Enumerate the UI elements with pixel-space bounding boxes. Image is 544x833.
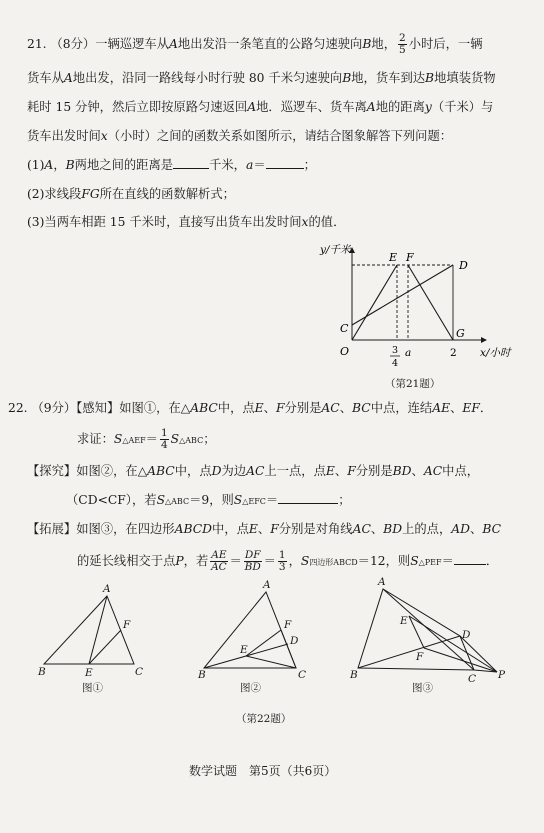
fig3-F: F	[416, 651, 424, 663]
x-axis-label: x/小时	[480, 347, 511, 359]
q22-prove: 求证：S△AEF＝ $\frac{1}{4}$ S△ABC；	[77, 427, 216, 451]
point-C: C	[340, 322, 349, 335]
q22-caption: （第22题）	[236, 713, 292, 725]
q21-line2: 货车从A地出发，沿同一路线每小时行驶 80 千米匀速驶向B地，货车到达B地填装货物	[27, 71, 496, 85]
q22-explore-cond: （CD<CF），若S△ABC＝9，则S△EFC＝ ；	[66, 493, 351, 507]
tick-a: a	[405, 347, 412, 359]
q22-line1: 22. （9分）【感知】如图①，在△ABC中，点E、F分别是AC、BC中点，连结AE、EF．	[8, 401, 493, 415]
fig2-E: E	[240, 644, 248, 656]
fraction-2-5: $\frac{2}{5}$	[399, 32, 406, 56]
fig3-B: B	[350, 669, 358, 681]
fig1-caption: 图①	[82, 682, 103, 694]
figure-1	[44, 596, 134, 664]
point-G: G	[456, 327, 465, 340]
tick-num: 3	[392, 345, 399, 356]
q22-expand1: 【拓展】如图③，在四边形ABCD中，点E、F分别是对角线AC、BD上的点，AD、BC	[27, 522, 502, 536]
fig1-B: B	[38, 666, 46, 678]
fig3-caption: 图③	[412, 682, 433, 694]
fig3-P: P	[498, 669, 506, 681]
q21-line4: 货车出发时间x（小时）之间的函数关系如图所示，请结合图象解答下列问题：	[27, 129, 453, 143]
point-O: O	[340, 345, 350, 358]
q21-line1: 21. （8分）一辆巡逻车从A地出发沿一条笔直的公路匀速驶向B地， $\frac{2}{5}$ 小时后，一辆	[27, 32, 483, 56]
q22-expand2: 的延长线相交于点P，若 $\frac{AE}{AC}$ ＝ $\frac{DF}{BD}$ ＝ $\frac{1}{3}$ ，S四边形ABCD＝12，则S△PEF＝ ．	[77, 549, 499, 573]
figure-2	[204, 592, 296, 668]
fig3-D: D	[462, 629, 471, 641]
tick-den: 4	[392, 358, 399, 369]
fig3-C: C	[468, 673, 477, 685]
fig1-A: A	[103, 583, 111, 595]
fig1-E: E	[85, 667, 93, 679]
fig2-caption: 图②	[240, 682, 261, 694]
q21-sub3: (3)当两车相距 15 千米时，直接写出货车出发时间x的值．	[27, 215, 346, 229]
fig2-B: B	[198, 669, 206, 681]
page-footer: 数学试题 第5页（共6页）	[189, 764, 337, 778]
q22-explore: 【探究】如图②，在△ABC中，点D为边AC上一点，点E、F分别是BD、AC中点，	[27, 464, 480, 478]
fig2-A: A	[263, 579, 271, 591]
tick-2: 2	[450, 347, 457, 359]
fig1-C: C	[135, 666, 144, 678]
q21-caption: （第21题）	[385, 378, 441, 390]
fig2-D: D	[290, 635, 299, 647]
y-axis-label: y/千米	[320, 244, 351, 256]
fig3-E: E	[400, 615, 408, 627]
fig2-F: F	[284, 619, 292, 631]
q21-line3: 耗时 15 分钟，然后立即按原路匀速返回A地．巡逻车、货车离A地的距离y（千米）与	[27, 100, 494, 114]
point-D: D	[459, 259, 468, 272]
fig3-A: A	[378, 576, 386, 588]
q21-sub2: (2)求线段FG所在直线的函数解析式；	[27, 187, 235, 201]
point-E: E	[389, 251, 398, 264]
figure-3	[358, 589, 497, 672]
fig1-F: F	[123, 619, 131, 631]
q21-sub1: (1)A，B两地之间的距离是 千米，a＝ ；	[27, 158, 316, 172]
point-F: F	[406, 251, 414, 264]
fig2-C: C	[298, 669, 307, 681]
